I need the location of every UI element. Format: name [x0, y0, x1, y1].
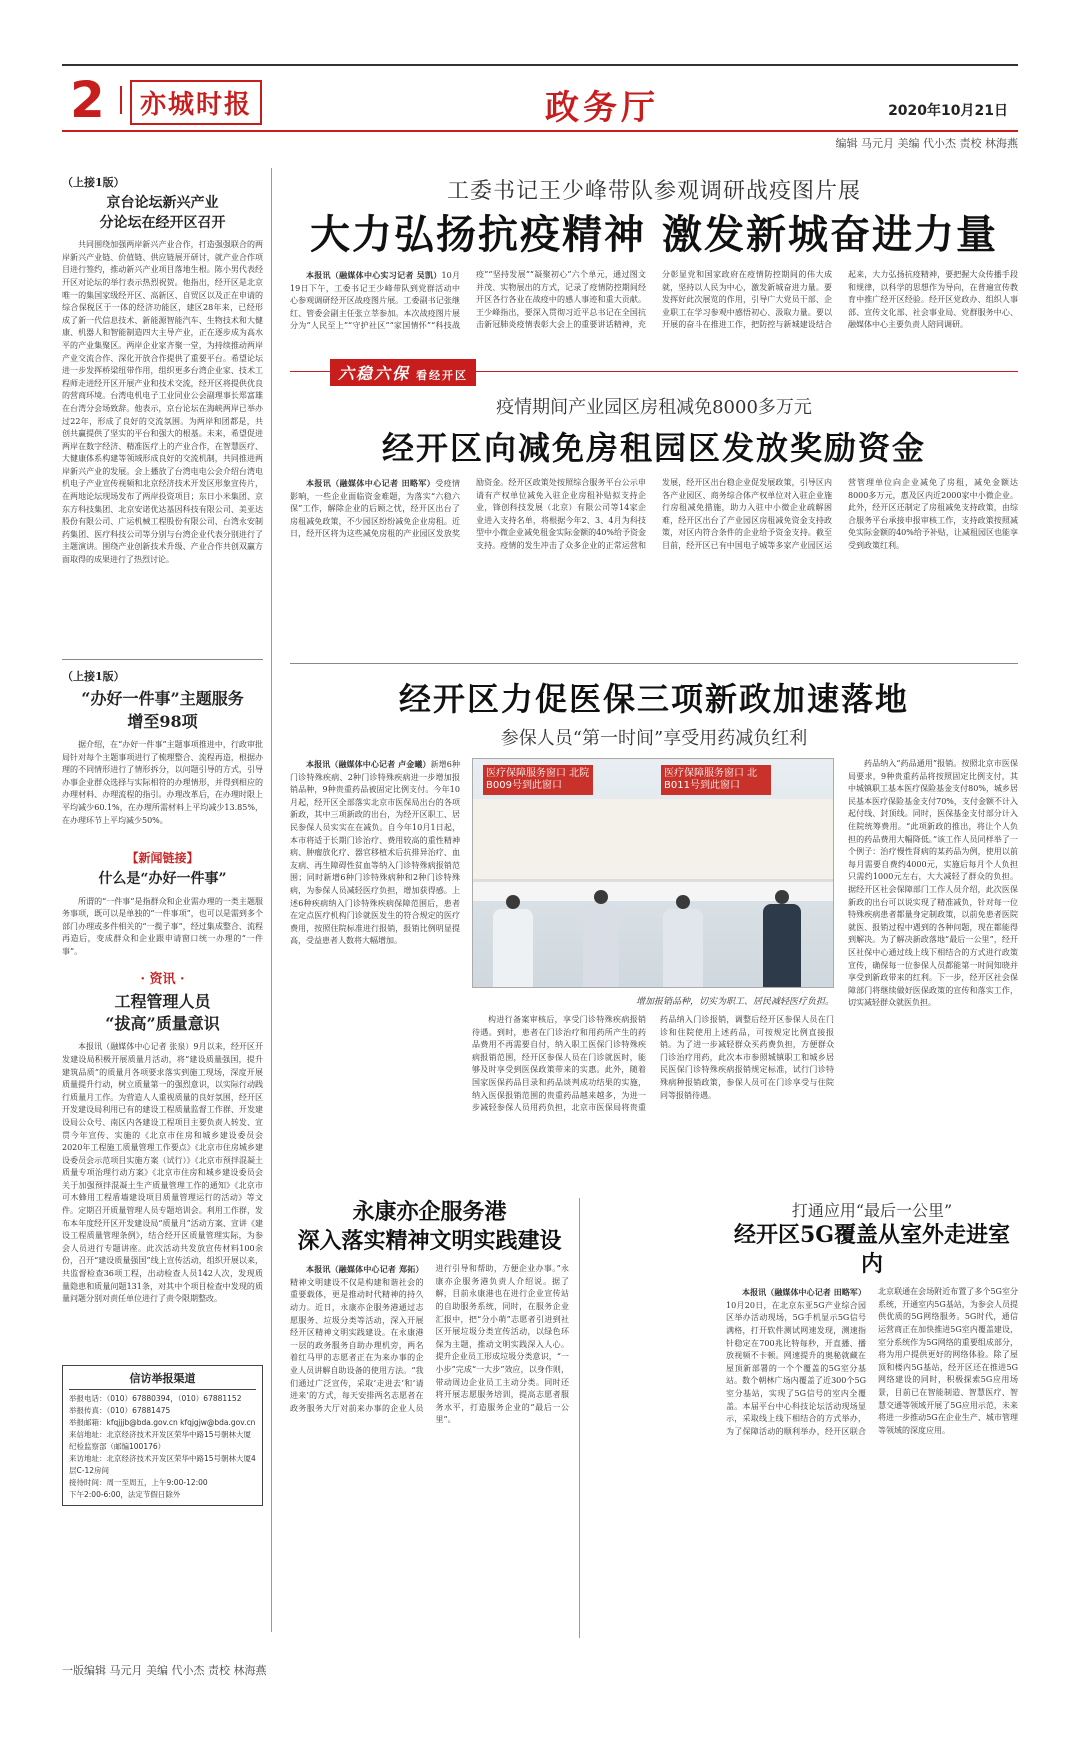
story-headline — [62, 194, 263, 233]
byline: 本报讯（融媒体中心记者 田略军） — [306, 478, 436, 488]
page-number: 2 — [70, 71, 105, 129]
person-head — [506, 895, 520, 909]
story-headline — [62, 991, 263, 1036]
story-body: 精神文明建设不仅是构建和谐社会的重要载体，更是推动时代精神的持久动力。近日，永康亦企服务港通过志愿服务、垃圾分类等活动，深入开展经开区精神文明实践建设。在永康港一层的政务服务自助办理机旁，两名着红马甲的志愿者正在为来办事的企业人员讲解自助设备的使用方法。“我们通过广泛宣传，采取‘走进去’和‘请进来’的方式，每天安排两名志愿者在政务服务大厅对前来办事的企业人员进行引导和帮助，方便企业办事。”永康亦企服务港负责人介绍说。据了解，目前永康港也在进行企业宣传站的自助服务系统，同时，在服务企业汇报中，把“分小萌”志愿者引进到社区开展垃圾分类宣传活动，以绿色环保为主题，推动文明实践深入人心。提升企业员工形成垃圾分类意识，“一小步”完成“一大步”效应，以身作则，带动周边企业员工主动分类。同时还将开展志愿服务培训，提高志愿者服务水平，打造服务企业的“最后一公里”。 — [290, 1264, 569, 1425]
report-line: 下午2:00-6:00，法定节假日除外 — [69, 1490, 181, 1500]
story-body: 本报讯（融媒体中心记者 张泉）9月以来，经开区开发建设局积极开展质量月活动，将“建设质量强国，提升建筑品质”的质量月各项要求落实到施工现场，深度开展质量提升行动，树立质量第一的强烈意识，以实际行动践行质量月工作。为营造人人重视质量的良好氛围，经开区开发建设局利用已有的建设工程质量监督工作群、开发建设局公众号、南区内各建设工程项目主要负责人转发、宣贯今年宣传、实施的《北京市住房和城乡建设委员会2020年工程施工质量管理工作要点》《北京市住房城乡建设委员会示范项目实施方案（试行）》《北京市预拌混凝土质量专项治理行动方案》《北京市住房和城乡建设委员会关于加强预拌混凝土生产质量管理工作的通知》《北京市可木蜂用工程盾墙建设项目质量管理运行的活动》等文件。定期召开质量管理人员专题培训会。利用工作群，发布本年度经开区开发建设局“质量月”活动方案、宣讲《建设工程质量管理条例》，结合经开区质量管理实际，为参会人员进行专题讲座。此次活动共发放宣传材料100余份，召开“建设质量强国”线上宣传活动，组织开展以来，共监督检查36项工程，出动检查人员142人次，发现质量隐患和质量问题131条，对其中个项目检查中发现的质量问题分别对责任单位进行了责令限期整改。 — [62, 1042, 263, 1304]
story-kicker: （上接1版） — [62, 670, 125, 684]
headline-line: “拔高”质量意识 — [105, 1013, 220, 1033]
story-columns — [726, 1286, 1018, 1656]
story-deck: 工委书记王少峰带队参观调研战疫图片展 — [446, 179, 861, 204]
bottom-stories — [290, 1198, 1018, 1638]
5g-story — [726, 1198, 1018, 1638]
window-sign: 医疗保障服务窗口 北院B009号到此窗口 — [483, 765, 593, 795]
byline: 本报讯（融媒体中心记者 田略军） — [742, 1287, 866, 1298]
story-body: 新增6种门诊特殊疾病、2种门诊特殊疾病进一步增加报销品种，9种贵重药品被固定比例支付。今年10月起，经开区全部落实北京市医保局出台的各项新政，其中三项新政的出台，为经开区职工、居民参保人员实实在在减负。自今年10月1日起，本市将适于长期门诊治疗、费用较高的重性精神病、肿瘤放化疗、器官移植术后抗排异治疗、血友病、再生障碍性贫血等纳入门诊特殊病报销范围；同时新增6种门诊特殊病种和2种门诊特殊病，为参保人员减轻医疗负担，增加获得感。上述6种疾病纳入门诊特殊疾病保障范围后，患者在定点医疗机构门诊就医发生的符合规定的医疗费用，按照住院标准进行报销，报销比例明显提高，受益患者人数将大幅增加。 — [290, 760, 460, 946]
story-column-right — [848, 758, 1018, 1208]
headline-line: 增至98项 — [127, 711, 198, 731]
report-line: 举报邮箱：kfqjjjb@bda.gov.cn kfqjgjw@bda.gov.cn — [69, 1418, 256, 1428]
photo-caption: 增加报销品种，切实为职工、居民减轻医疗负担。 — [635, 997, 834, 1007]
issue-date: 2020年10月21日 — [888, 103, 1008, 119]
report-line: 来信地址：北京经济技术开发区荣华中路15号朝林大厦纪检监察部（邮编100176） — [69, 1430, 252, 1452]
byline: 本报讯（融媒体中心记者 郑拓） — [306, 1264, 424, 1275]
masthead-logo: 亦城时报 — [130, 80, 262, 125]
news-link-tag: 【新闻链接】 — [126, 850, 199, 865]
byline: 本报讯（融媒体中心实习记者 吴凯） — [306, 270, 442, 280]
person-figure — [663, 909, 703, 988]
band-label — [330, 359, 476, 386]
headline-line: 工程管理人员 — [114, 991, 211, 1011]
person-head — [775, 890, 789, 904]
report-channels-box — [62, 1365, 263, 1506]
person-figure — [763, 904, 801, 988]
news-photo — [472, 758, 834, 988]
story-body: 受疫情影响，一些企业面临资金难题，为落实“六稳六保”工作，解除企业的后顾之忧，经开区出台了房租减免政策，不少园区纷纷减免企业房租。近日，经开区将为这些减免房租的产业园区发放奖励资金。经开区政策处按照综合服务平台公示申请有产权单位减免入驻企业房租补贴拟支持企业，锋创科技发展（北京）有限公司等14家企业进入支持名单，将根据今年2、3、4月为科技型中小微企业减免租金实际金额的40%给予资金支持。疫情的发生冲击了众多企业的正常运营和发展，经开区出台稳企业促发展政策，引导区内各产业园区、商务综合体产权单位对入驻企业施行房租减免措施，助力入驻中小微企业疏解困难，经开区出台了产业园区房租减免资金支持政策，对区内符合条件的企业给予资金支持。截至目前，经开区已有中国电子城等多家产业园区运营管理单位向企业减免了房租，减免金额达8000多万元，惠及区内近2000家中小微企业。此外，经开区还制定了房租减免支持政策，由综合服务平台承接申报审核工作，支持政策按照减免实际金额的40%给予补贴，让减租园区也能享受到政策红利。 — [290, 478, 1018, 550]
page-header — [62, 70, 1018, 130]
story-headline: 经开区向减免房租园区发放奖励资金 — [381, 429, 926, 467]
header-rule — [62, 130, 1018, 132]
band-title: 六稳六保 — [338, 364, 411, 383]
section-title: 政务厅 — [545, 88, 659, 128]
story-body: 所谓的“一件事”是指群众和企业需办理的一类主题服务事项，既可以是单独的“一件事项”，也可以是需到多个部门办理或多件相关的“一揽子事”，经过集成整合、流程再造后，变成群众和企业跟申请窗口统一办理的“一件事”。 — [62, 896, 263, 956]
band-subtitle: 看经开区 — [416, 369, 469, 382]
story-body: 10月19日下午，工委书记王少峰带队到党群活动中心参观调研经开区战疫图片展。工委副书记张继红、管委会副主任张立莘参加。本次战疫图片展分为“人民至上”“守护社区”“家国情怀”“科技战疫”“坚持发展”“凝聚初心”六个单元，通过图文并茂、实物展出的方式，记录了疫情防控期间经开区各行各业在战疫中的感人事迹和重大贡献。王少峰指出，要深入贯彻习近平总书记在全国抗击新冠肺炎疫情表彰大会上的重要讲话精神，充分彰显党和国家政府在疫情防控期间的伟大成就，坚持以人民为中心，激发新城奋进力量。要发挥好此次展览的作用，引导广大党员干部、企业职工在学习参观中感悟初心、汲取力量。要以开展的奋斗在推进工作，把防控与新城建设结合起来，大力弘扬抗疫精神，要把握大众传播手段和规律，以科学的思想作为导向，在普遍宣传教育中推广经开区经验。经开区党政办、组织人事部、宣传文化部、社会事业局、党群服务中心、融媒体中心主要负责人陪同调研。 — [290, 270, 1018, 331]
story-columns — [290, 477, 1018, 653]
story-headline: 经开区5G覆盖从室外走进室内 — [733, 1222, 1011, 1277]
story-columns — [472, 1014, 834, 1208]
left-column — [62, 168, 272, 1632]
report-line: 来访地址：北京经济技术开发区荣华中路15号朝林大厦4层C-12房间 — [69, 1454, 256, 1476]
civil-story — [290, 1198, 580, 1638]
person-figure — [493, 909, 533, 988]
story-deck: 疫情期间产业园区房租减免8000多万元 — [496, 397, 812, 418]
story-kicker: （上接1版） — [62, 176, 125, 189]
byline: 本报讯（融媒体中心记者 卢金曦） — [306, 759, 431, 769]
divider — [62, 659, 263, 660]
story-deck: 参保人员“第一时间”享受用药减负红利 — [500, 728, 808, 749]
headline-line: “办好一件事”主题服务 — [81, 689, 244, 709]
main-column — [290, 168, 1018, 1632]
footer-credit: 一版编辑 马元月 美编 代小杰 责校 林海燕 — [62, 1664, 267, 1677]
person-head — [676, 895, 690, 909]
story-columns — [290, 269, 1018, 365]
top-rule — [62, 64, 1018, 66]
story-headline: 什么是“办好一件事” — [98, 870, 227, 887]
story-body: 构进行备案审核后，享受门诊特殊疾病报销待遇。到时，患者在门诊治疗和用药所产生的药品费用不再需要自付，纳入职工医保门诊特殊疾病报销范围，经开区参保人员在门诊就医时，能够及时享受到医保政策带来的实惠。此外，随着国家医保药品目录和药品谈判成功结果的实施，纳入医保报销范围的贵重药品越来越多，为进一步减轻参保人员用药负担，北京市医保局将贵重药品纳入门诊报销，调整后经开区参保人员在门诊和住院使用上述药品，可按规定比例直接报销。为了进一步减轻群众买药费负担，方便群众门诊治疗用药，此次本市参照城镇职工和城乡居民医保门诊特殊疾病报销规定标准，试行门诊特殊病种报销政策，参保人员可在门诊享受与住院同等报销待遇。 — [472, 1015, 834, 1113]
headline-line: 分论坛在经开区召开 — [99, 214, 226, 231]
headline-line: 京台论坛新兴产业 — [106, 195, 219, 211]
report-line: 举报电话：（010）67880394，（010）67881152 — [69, 1394, 242, 1404]
story-headline: 经开区力促医保三项新政加速落地 — [398, 680, 909, 718]
person-figure — [583, 904, 619, 988]
story-body: 10月20日，在北京东亚5G产业综合园区举办活动现场，5G手机显示5G信号满格，打开软件测试网速发现，测速指针稳定在700兆比特每秒，开直播、播放视频不卡顿。网速提升的奥秘就藏在屋顶新部署的一个个覆盖的5G室分基站。数个朝林广场内覆盖了近300个5G室分基站，实现了5G信号的室内全覆盖。本届平台中心科技论坛活动现场显示，采取线上线下相结合的方式举办，为了保障活动的顺利举办，经开区联合北京联通在会场附近布置了多个5G室分系统，开通室内5G基站，为参会人员提供优质的5G网络服务。5G时代，通信运营商正在加快推进5G室内覆盖建设，室分系统作为5G网络的重要组成部分，将为用户提供更好的网络体验。除了屋顶和楼内5G基站，经开区还在推进5G网络建设的同时，积极探索5G应用场景，目前已在智能制造、智慧医疗、智慧交通等领域开展了5G应用示范，未来将进一步推动5G在企业生产、城市管理等领域的深度应用。 — [726, 1287, 1018, 1436]
divider — [290, 663, 1018, 664]
medical-story — [290, 758, 1018, 1208]
story-columns — [290, 1263, 569, 1633]
report-title: 信访举报渠道 — [69, 1370, 256, 1390]
report-line: 举报传真：（010）67881475 — [69, 1406, 171, 1416]
story-deck: 打通应用“最后一公里” — [791, 1201, 953, 1220]
headline-line: 永康亦企服务港 — [352, 1199, 507, 1225]
info-tag: · 资讯 · — [140, 971, 185, 987]
window-sign: 医疗保障服务窗口 北B011号到此窗口 — [661, 765, 771, 795]
editors-credit: 编辑 马元月 美编 代小杰 责校 林海燕 — [835, 137, 1018, 150]
masthead-divider — [120, 86, 122, 114]
story-body: 共同围绕加强两岸新兴产业合作，打造强强联合的两岸新兴产业链、价值链、供应链展开研讨，就产业合作项目进行签约，推动新兴产业项目落地生根。陈小男代表经开区对论坛的举行表示热烈祝贺。他指出，经开区是北京唯一的集国家级经开区、高新区、自贸区以及正在申请的综合保税区于一体的经济功能区，建区28年来，已经形成了新一代信息技术、新能源智能汽车、生物技术和大健康、机器人和智能制造四大主导产业，正在逐步成为高水平的产业集聚区。两岸企业家齐聚一堂，为持续推动两岸产业交流合作、深化开放合作提供了重要平台。希望论坛进一步发挥桥梁纽带作用，组织更多台湾企业家、技术工程师走进经开区开展产业和技术交流，经开区将提供优良的营商环境。台湾电机电子工业同业公会副理事长郑富雄在台湾分会场致辞。他表示，京台论坛在海峡两岸已举办过22年，形成了良好的交流氛围。为两岸和团都是，共创共赢提供了坚实的平台和强大的根基。未来，希望促进两岸在数字经济、精准医疗上的产业合作，在智慧医疗、大健康体系构建等领域形成良好的交流机制，共同推进两岸新兴产业的发展。会上播放了台湾电电公会介绍台湾电机电子产业宣传视频和北京经济技术开发区形象宣传片，在两地论坛现场发布了两岸投资项目；东日小米集团、京东方科技集团、北京安诺优达基因科技有限公司、美亚达股份有限公司、广运机械工程股份有限公司、台湾永安制药集团、医疗科技公司等分别与台湾企业代表分别进行了主题演讲。围绕产业创新技术升级、产业合作共创双赢方面取得的成果进行了热烈讨论。 — [62, 240, 263, 565]
story-headline: 大力弘扬抗疫精神 激发新城奋进力量 — [310, 211, 998, 258]
headline-line: 深入落实精神文明实践建设 — [297, 1227, 562, 1254]
story-column-left — [290, 758, 460, 1208]
story-headline — [290, 1198, 569, 1255]
report-line: 接待时间：周一至周五，上午9:00-12:00 — [69, 1478, 208, 1488]
wall-panel — [473, 799, 833, 879]
story-headline — [62, 688, 263, 733]
story-body: 据介绍，在“办好一件事”主题事项推进中，行政审批局针对每个主题事项进行了梳理整合、流程再造，根据办理的不同情形进行了情形拆分，以问题引导的方式，引导办事企业群众选择与实际相符的办理情形，并得到相应的办理材料、办理流程的指引。办理改革后，在办理时限上平均减少60.1%，在办理所需材料上平均减少13.85%，在办理环节上平均减少50%。 — [62, 739, 263, 825]
column-band — [290, 364, 1018, 389]
story-body: 药品纳入“药品通用”报销。按照北京市医保局要求，9种贵重药品将按照固定比例支付，其中城镇职工基本医疗保险基金支付80%，城乡居民基本医疗保险基金支付70%，支付金额不计入起付线、封顶线。同时，医保基金支付部分计入住院统筹费用。“此项新政的推出，将让个人负担的药品费用大幅降低。”该工作人员同样举了一个例子：治疗慢性肾病的某药品为例，使用以前每月需要自费约4000元，实施后每月个人负担只需约1000元左右，大大减轻了群众的负担。据经开区社会保障部门工作人员介绍，此次医保新政的出台可以说实现了精准减负，针对每一位特殊疾病患者都量身定制政策，以前免患者医院就医、报销过程中遇到的各种问题，现在都能得到解决。为了解决新政落地“最后一公里”，经开区社保中心通过线上线下相结合的方式进行政策宣传，确保每一位参保人员都能第一时间知晓并享受到新政带来的红利。下一步，经开区社会保障部门将继续做好医保政策的宣传和落实工作，切实减轻群众就医负担。 — [848, 759, 1018, 1008]
person-head — [594, 890, 608, 904]
